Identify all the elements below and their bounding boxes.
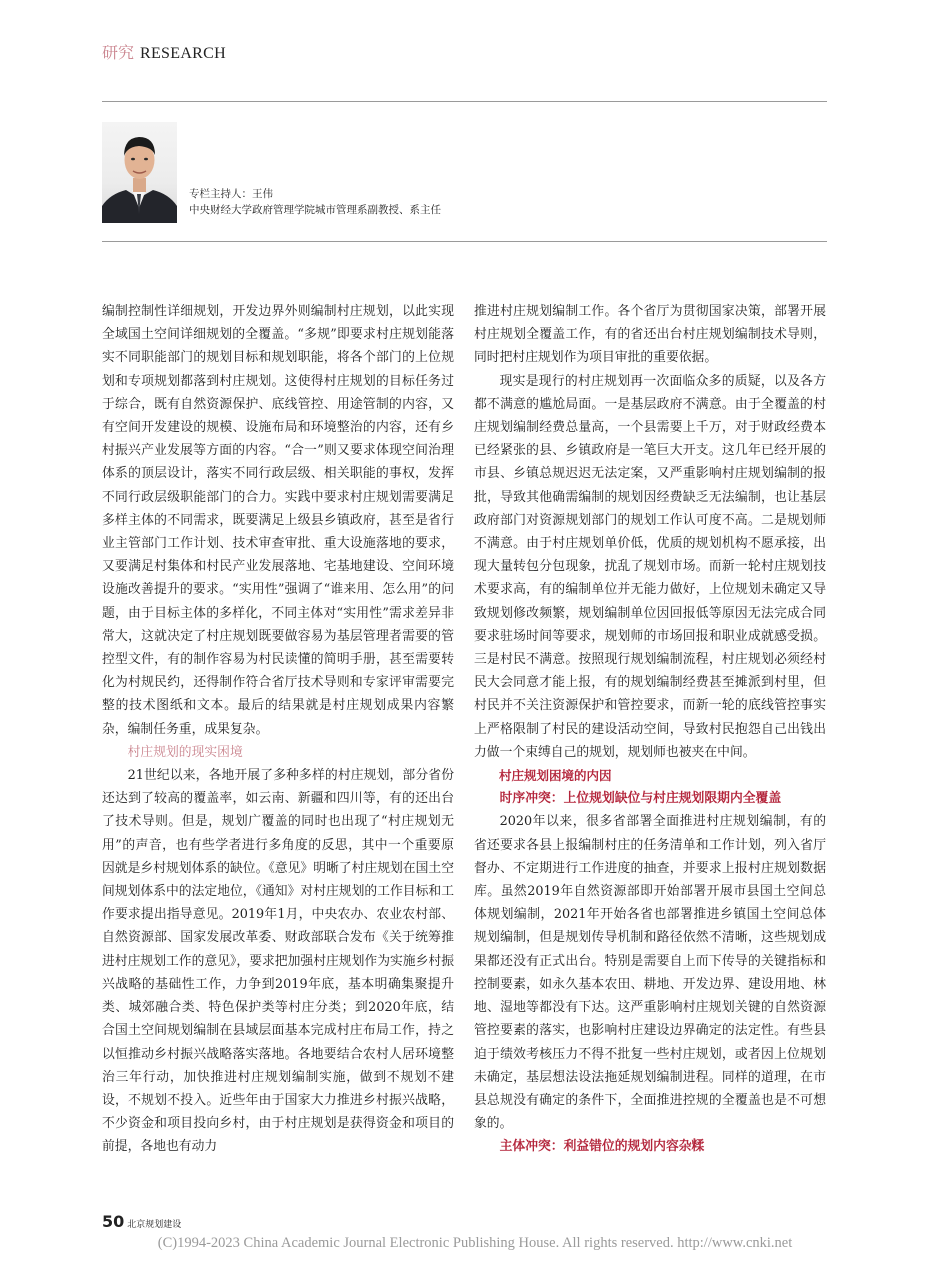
subheading: 主体冲突：利益错位的规划内容杂糅 bbox=[499, 1139, 705, 1155]
section-heading: 村庄规划困境的内因 bbox=[499, 768, 612, 784]
host-affiliation: 中央财经大学政府管理学院城市管理系副教授、系主任 bbox=[189, 204, 441, 216]
subheading: 时序冲突：上位规划缺位与村庄规划限期内全覆盖 bbox=[499, 791, 782, 807]
host-divider bbox=[102, 241, 827, 242]
subheading: 村庄规划的现实困境 bbox=[127, 744, 243, 760]
page-number: 50 bbox=[102, 1212, 125, 1231]
paragraph: 编制控制性详细规划，开发边界外则编制村庄规划，以此实现全域国土空间详细规划的全覆盖。“多规”即要求村庄规划能落实不同职能部门的规划目标和规划职能，将各个部门的上位规划和专项规划都落到村庄规划。这使得村庄规划的目标任务过于综合，既有自然资源保护、底线管控、用途管制的内容，又有空间开发建设的规模、设施布局和环境整治的内容，还有乡村振兴产业发展等方面的内容。“合一”则又要求体现空间治理体系的顶层设计，落实不同行政层级、相关职能的事权，发挥不同行政层级职能部门的合力。实践中要求村庄规划需要满足多样主体的不同需求，既要满足上级县乡镇政府，甚至是省行业主管部门工作计划、技术审查审批、重大设施落地的要求，又要满足村集体和村民产业发展落地、宅基地建设、空间环境设施改善提升的要求。“实用性”强调了“谁来用、怎么用”的问题，由于目标主体的多样化，不同主体对“实用性”需求差异非常大，这就决定了村庄规划既要做容易为基层管理者需要的管控型文件，有的制作容易为村民读懂的简明手册，甚至需要转化为村规民约，还得制作符合省厅技术导则和专家评审需要完整的技术图纸和文本。最后的结果就是村庄规划成果内容繁杂，编制任务重，成果复杂。 bbox=[102, 304, 454, 737]
paragraph: 推进村庄规划编制工作。各个省厅为贯彻国家决策，部署开展村庄规划全覆盖工作，有的省还出台村庄规划编制技术导则，同时把村庄规划作为项目审批的重要依据。 bbox=[474, 304, 826, 366]
host-name: 专栏主持人：王伟 bbox=[189, 188, 273, 200]
portrait-illustration bbox=[102, 122, 177, 223]
column-host-info bbox=[189, 186, 441, 218]
paragraph: 21世纪以来，各地开展了多种多样的村庄规划，部分省份还达到了较高的覆盖率，如云南、新疆和四川等，有的还出台了技术导则。但是，规划广覆盖的同时也出现了“村庄规划无用”的声音，也有些学者进行多角度的反思，其中一个重要原因就是乡村规划体系的缺位。《意见》明晰了村庄规划在国土空间规划体系中的法定地位，《通知》对村庄规划的工作目标和工作要求提出指导意见。2019年1月，中央农办、农业农村部、自然资源部、国家发展改革委、财政部联合发布《关于统筹推进村庄规划工作的意见》，要求把加强村庄规划作为实施乡村振兴战略的基础性工作，力争到2019年底，基本明确集聚提升类、城郊融合类、特色保护类等村庄分类；到2020年底，结合国土空间规划编制在县域层面基本完成村庄布局工作，持之以恒推动乡村振兴战略落实落地。各地要结合农村人居环境整治三年行动，加快推进村庄规划编制实施，做到不规划不建设，不规划不投入。近些年由于国家大力推进乡村振兴战略，不少资金和项目投向乡村，由于村庄规划是获得资金和项目的前提，各地也有动力 bbox=[102, 768, 454, 1155]
left-column bbox=[102, 300, 454, 1159]
section-label-cn: 研究 bbox=[102, 43, 135, 62]
section-header bbox=[102, 40, 226, 64]
host-portrait bbox=[102, 122, 177, 223]
paragraph: 2020年以来，很多省部署全面推进村庄规划编制，有的省还要求各县上报编制村庄的任务清单和工作计划，列入省厅督办、不定期进行工作进度的抽查，并要求上报村庄规划数据库。虽然2019年自然资源部即开始部署开展市县国土空间总体规划编制，2021年开始各省也部署推进乡镇国土空间总体规划编制，但是规划传导机制和路径依然不清晰，这些规划成果都还没有正式出台。特别是需要自上而下传导的关键指标和控制要素，如永久基本农田、耕地、开发边界、建设用地、林地、湿地等都没有下达。这严重影响村庄规划关键的自然资源管控要素的落实，也影响村庄建设边界确定的法定性。有些县迫于绩效考核压力不得不批复一些村庄规划，或者因上位规划未确定，基层想法设法拖延规划编制进程。同样的道理，在市县总规没有确定的条件下，全面推进控规的全覆盖也是不可想象的。 bbox=[474, 814, 826, 1132]
page-footer bbox=[102, 1212, 181, 1231]
top-divider bbox=[102, 101, 827, 102]
right-column bbox=[474, 300, 826, 1159]
paragraph: 现实是现行的村庄规划再一次面临众多的质疑，以及各方都不满意的尴尬局面。一是基层政府不满意。由于全覆盖的村庄规划编制经费总量高，一个县需要上千万，对于财政经费本已经紧张的县、乡镇政府是一笔巨大开支。这几年已经开展的市县、乡镇总规迟迟无法定案，又严重影响村庄规划编制的报批，导致其他确需编制的规划因经费缺乏无法编制，也让基层政府部门对资源规划部门的规划工作认可度不高。二是规划师不满意。由于村庄规划单价低，优质的规划机构不愿承接，出现大量转包分包现象，扰乱了规划市场。而新一轮村庄规划技术要求高，有的编制单位并无能力做好，上位规划未确定又导致规划修改频繁，规划编制单位因回报低等原因无法完成合同要求驻场时间等要求，规划师的市场回报和职业成就感受损。三是村民不满意。按照现行规划编制流程，村庄规划必须经村民大会同意才能上报，有的规划编制经费甚至摊派到村里，但村民并不关注资源保护和管控要求，而新一轮的底线管控事实上严格限制了村民的建设活动空间，导致村民抱怨自己出钱出力做一个束缚自己的规划，规划师也被夹在中间。 bbox=[474, 373, 826, 760]
publication-name: 北京规划建设 bbox=[127, 1220, 182, 1230]
section-label-en: RESEARCH bbox=[140, 45, 226, 62]
copyright-watermark: (C)1994-2023 China Academic Journal Electronic Publishing House. All rights reserved. http://www.cnki.net bbox=[157, 1235, 793, 1251]
